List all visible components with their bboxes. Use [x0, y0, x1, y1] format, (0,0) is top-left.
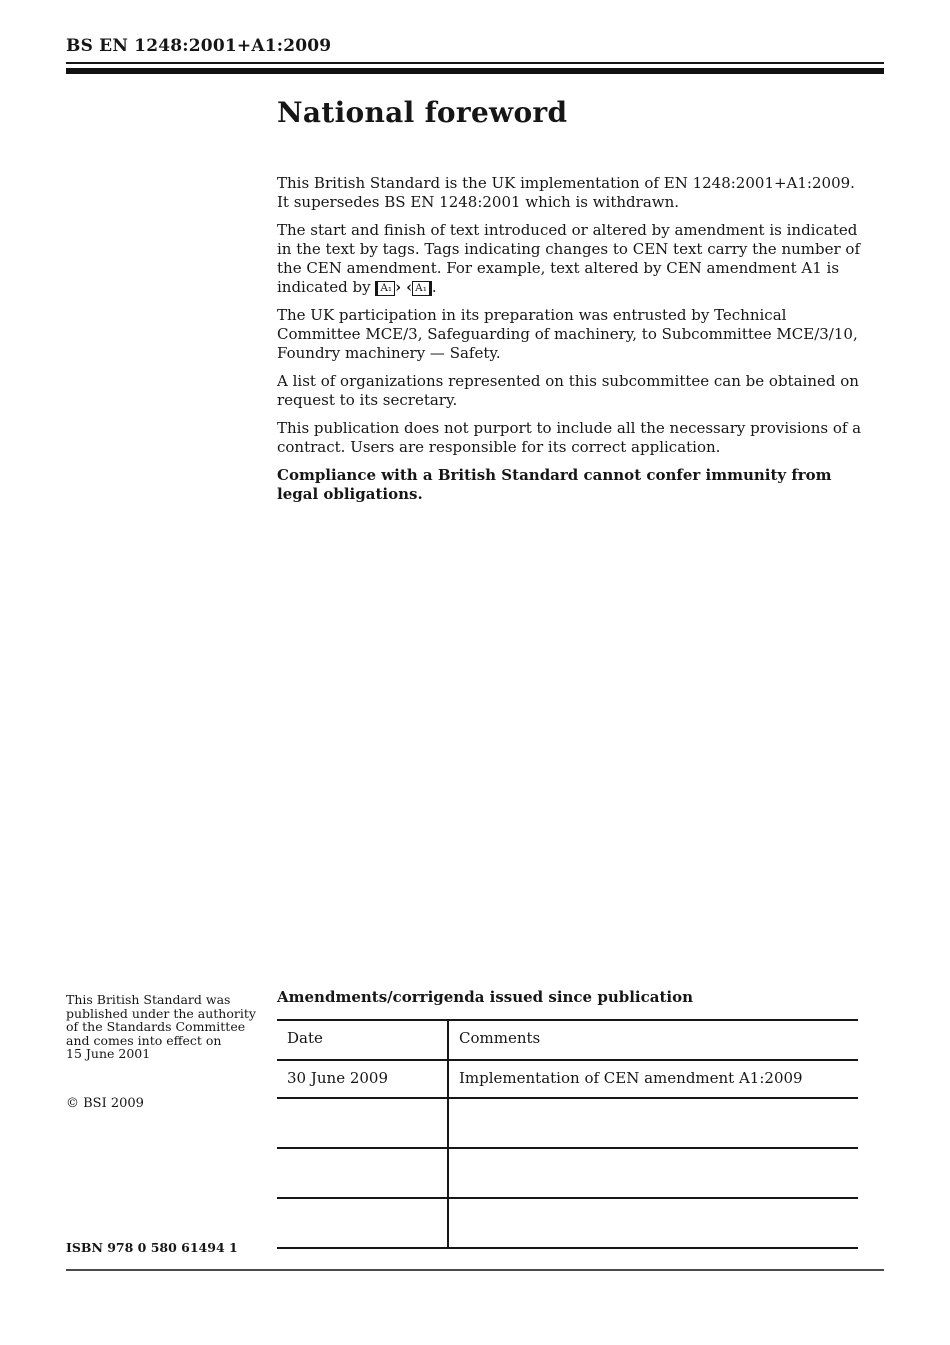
amendment-close-tag-icon	[406, 278, 432, 296]
paragraph-line: Foundry machinery — Safety.	[277, 344, 501, 362]
foreword-paragraph-4	[277, 372, 897, 410]
copyright-notice: © BSI 2009	[66, 1096, 144, 1111]
publication-note-line: and comes into effect on	[66, 1032, 222, 1048]
paragraph-text: .	[431, 278, 437, 296]
comment-cell	[448, 1198, 858, 1248]
amendments-section	[277, 988, 858, 1249]
foreword-paragraph-5	[277, 419, 897, 457]
table-row	[277, 1060, 858, 1098]
date-cell: 30 June 2009	[277, 1060, 448, 1098]
foreword-paragraph-compliance	[277, 466, 897, 504]
publication-note-line: of the Standards Committee	[66, 1019, 246, 1034]
paragraph-line: This British Standard is the UK implementation of EN 1248:2001+A1:2009.	[277, 174, 855, 192]
footer-rule	[66, 1269, 884, 1271]
amendments-table	[277, 1019, 858, 1249]
foreword-paragraph-3	[277, 306, 897, 363]
paragraph-line: Committee MCE/3, Safeguarding of machinery, to Subcommittee MCE/3/10,	[277, 325, 858, 343]
date-cell	[277, 1098, 448, 1148]
column-header-comments: Comments	[448, 1020, 858, 1060]
paragraph-line: the CEN amendment. For example, text altered by CEN amendment A1 is	[277, 259, 840, 277]
paragraph-line: Compliance with a British Standard cannot confer immunity from	[277, 466, 832, 484]
foreword-paragraph-1	[277, 174, 897, 212]
date-cell	[277, 1148, 448, 1198]
table-row	[277, 1148, 858, 1198]
table-row	[277, 1098, 858, 1148]
paragraph-line: legal obligations.	[277, 485, 423, 503]
column-header-date: Date	[277, 1020, 448, 1060]
paragraph-line: A list of organizations represented on this subcommittee can be obtained on	[277, 372, 859, 390]
publication-note-line: 15 June 2001	[66, 1046, 151, 1061]
close-tag-bracket-icon: ‹	[406, 278, 413, 296]
paragraph-line: It supersedes BS EN 1248:2001 which is withdrawn.	[277, 193, 680, 211]
table-row	[277, 1198, 858, 1248]
publication-note-line: published under the authority	[66, 1005, 256, 1021]
amendment-tag-label: A₁	[375, 281, 395, 296]
paragraph-line	[277, 278, 897, 297]
paragraph-line: The UK participation in its preparation was entrusted by Technical	[277, 306, 787, 324]
header-rule-thick	[66, 68, 884, 74]
standard-reference: BS EN 1248:2001+A1:2009	[66, 36, 332, 56]
amendment-open-tag-icon	[375, 278, 401, 296]
amendment-tag-label: A₁	[412, 281, 432, 296]
publication-note-line: This British Standard was	[66, 992, 231, 1007]
page-title: National foreword	[277, 96, 568, 129]
publication-note	[66, 993, 286, 1061]
comment-cell	[448, 1148, 858, 1198]
isbn-number: ISBN 978 0 580 61494 1	[66, 1240, 238, 1255]
paragraph-line: contract. Users are responsible for its correct application.	[277, 438, 721, 456]
paragraph-line: in the text by tags. Tags indicating changes to CEN text carry the number of	[277, 240, 861, 258]
comment-cell: Implementation of CEN amendment A1:2009	[448, 1060, 858, 1098]
paragraph-line: This publication does not purport to include all the necessary provisions of a	[277, 419, 862, 437]
foreword-paragraph-2	[277, 221, 897, 297]
header-rule-thin	[66, 62, 884, 64]
paragraph-line: The start and finish of text introduced or altered by amendment is indicated	[277, 221, 858, 239]
paragraph-line: request to its secretary.	[277, 391, 458, 409]
open-tag-bracket-icon: ›	[395, 278, 402, 296]
paragraph-text: indicated by	[277, 278, 376, 296]
date-cell	[277, 1198, 448, 1248]
foreword-section	[277, 96, 897, 513]
comment-cell	[448, 1098, 858, 1148]
amendments-heading: Amendments/corrigenda issued since publication	[277, 988, 693, 1006]
table-header-row	[277, 1020, 858, 1060]
